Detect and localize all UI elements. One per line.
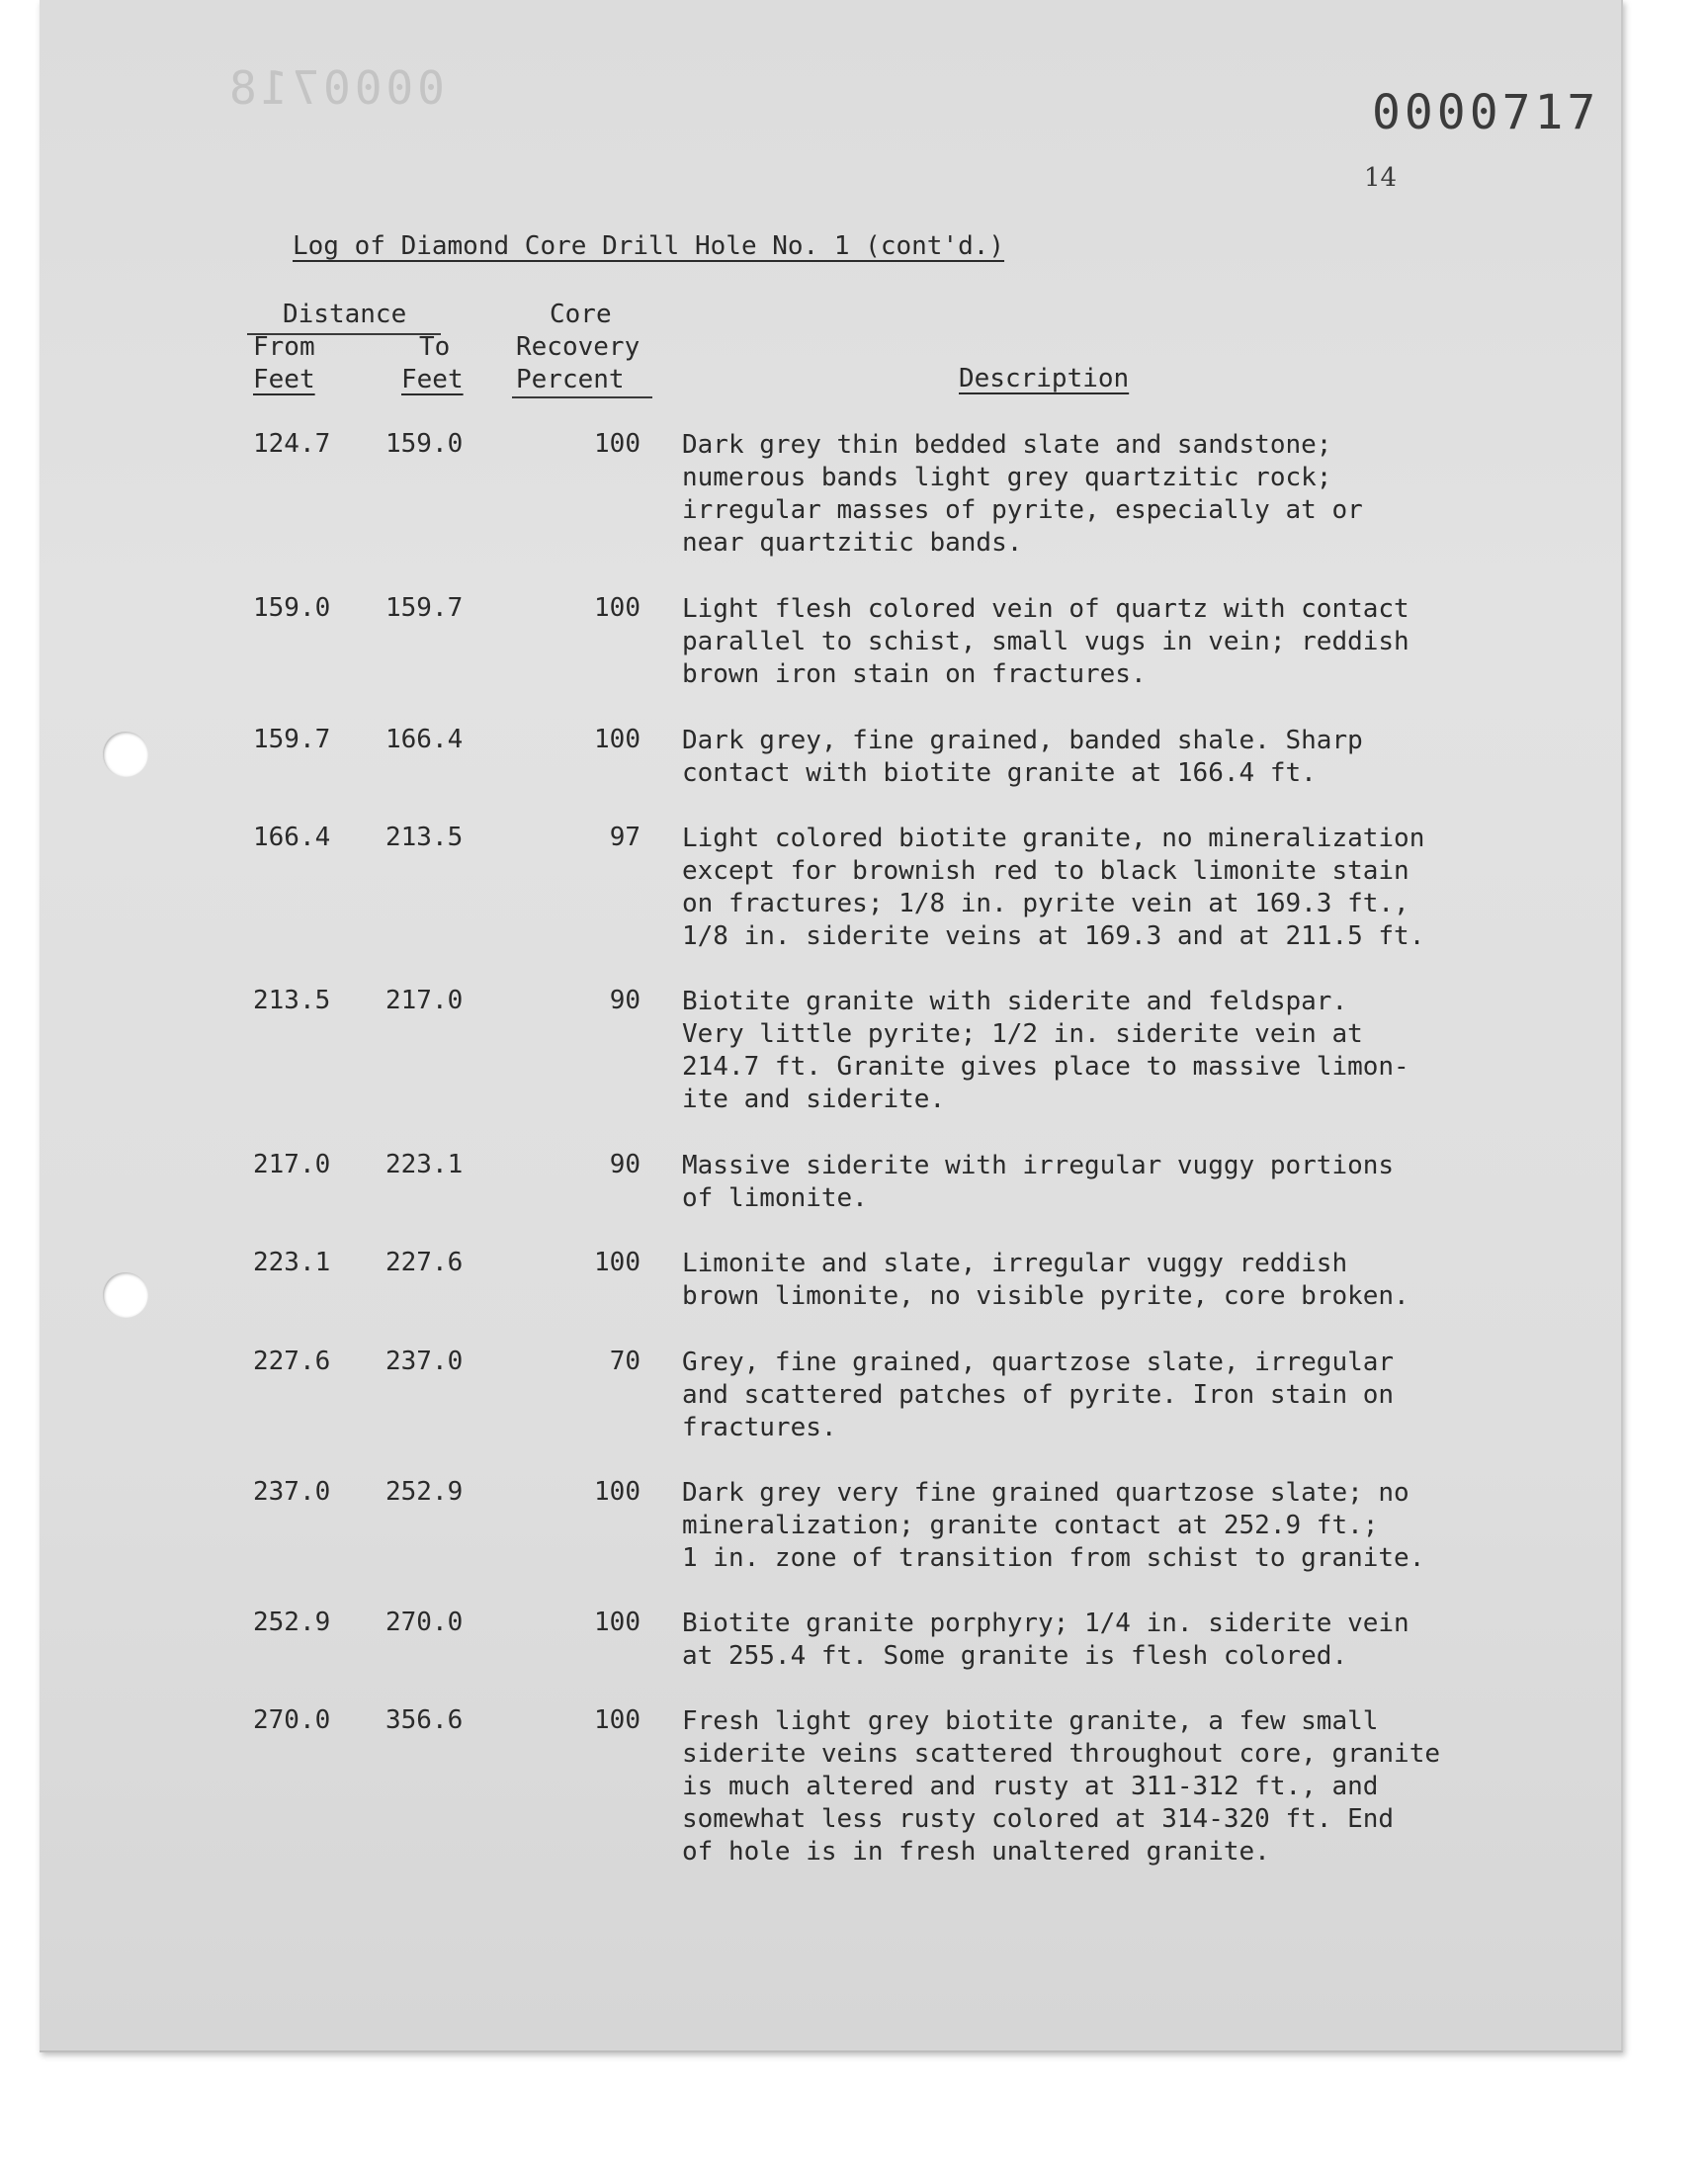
description-text [682, 1477, 1552, 1575]
description-line: Biotite granite with siderite and feldspar. [682, 987, 1348, 1016]
from-value: 270.0 [253, 1705, 331, 1735]
to-value: 159.7 [385, 593, 464, 623]
description-line: Dark grey thin bedded slate and sandstone; [682, 430, 1332, 460]
description-line: parallel to schist, small vugs in vein; reddish [682, 627, 1409, 656]
description-text [682, 986, 1552, 1116]
description-line: ite and siderite. [682, 1085, 946, 1114]
to-unit-header: Feet [401, 365, 464, 394]
description-line: Massive siderite with irregular vuggy portions [682, 1151, 1395, 1180]
description-line: 214.7 ft. Granite gives place to massive limon- [682, 1052, 1409, 1082]
description-text [682, 593, 1552, 691]
document-page [40, 0, 1623, 2052]
description-line: at 255.4 ft. Some granite is flesh colored. [682, 1641, 1348, 1671]
bleed-through-code: 0000718 [225, 61, 445, 115]
percent-header: Percent [516, 365, 625, 394]
description-line: contact with biotite granite at 166.4 ft. [682, 758, 1317, 788]
to-value: 227.6 [385, 1248, 464, 1277]
document-code: 0000717 [1372, 85, 1600, 140]
to-value: 223.1 [385, 1150, 464, 1179]
to-header: To [419, 332, 451, 362]
to-value: 213.5 [385, 823, 464, 852]
recovery-value: 90 [609, 986, 640, 1015]
description-line: siderite veins scattered throughout core, granite [682, 1739, 1441, 1769]
description-header: Description [959, 364, 1130, 393]
recovery-value: 100 [594, 1248, 640, 1277]
from-value: 124.7 [253, 429, 331, 459]
recovery-value: 100 [594, 725, 640, 754]
description-text [682, 823, 1552, 953]
to-value: 159.0 [385, 429, 464, 459]
description-text [682, 1347, 1552, 1444]
description-line: fractures. [682, 1413, 837, 1442]
description-line: Dark grey very fine grained quartzose slate; no [682, 1478, 1409, 1508]
description-line: 1 in. zone of transition from schist to granite. [682, 1543, 1425, 1573]
description-line: Grey, fine grained, quartzose slate, irregular [682, 1348, 1395, 1377]
recovery-value: 70 [609, 1347, 640, 1376]
from-value: 159.7 [253, 725, 331, 754]
description-line: near quartzitic bands. [682, 528, 1023, 558]
recovery-header: Recovery [516, 332, 640, 362]
description-text [682, 429, 1552, 560]
description-line: somewhat less rusty colored at 314-320 ft. End [682, 1804, 1395, 1834]
description-line: Dark grey, fine grained, banded shale. Sharp [682, 726, 1363, 755]
recovery-value: 100 [594, 429, 640, 459]
description-line: numerous bands light grey quartzitic rock; [682, 463, 1332, 492]
description-line: of limonite. [682, 1183, 868, 1213]
from-header: From [253, 332, 315, 362]
description-text [682, 1248, 1552, 1313]
to-value: 252.9 [385, 1477, 464, 1507]
description-line: Light colored biotite granite, no mineralization [682, 824, 1425, 853]
description-line: brown limonite, no visible pyrite, core broken. [682, 1281, 1409, 1311]
page-number: 14 [1364, 163, 1398, 193]
description-line: of hole is in fresh unaltered granite. [682, 1837, 1270, 1867]
from-unit-header: Feet [253, 365, 315, 394]
to-value: 217.0 [385, 986, 464, 1015]
description-line: and scattered patches of pyrite. Iron stain on [682, 1380, 1395, 1410]
description-line: brown iron stain on fractures. [682, 659, 1147, 689]
description-line: Very little pyrite; 1/2 in. siderite vein at [682, 1019, 1363, 1049]
from-value: 237.0 [253, 1477, 331, 1507]
description-text [682, 725, 1552, 790]
description-text [682, 1150, 1552, 1215]
binder-hole [103, 732, 148, 777]
from-value: 159.0 [253, 593, 331, 623]
description-line: except for brownish red to black limonite stain [682, 856, 1409, 886]
to-value: 166.4 [385, 725, 464, 754]
core-header: Core [550, 300, 612, 329]
recovery-value: 100 [594, 593, 640, 623]
recovery-value: 100 [594, 1705, 640, 1735]
description-line: mineralization; granite contact at 252.9 ft.; [682, 1511, 1379, 1540]
description-line: is much altered and rusty at 311-312 ft., and [682, 1772, 1379, 1801]
to-value: 270.0 [385, 1608, 464, 1637]
description-line: on fractures; 1/8 in. pyrite vein at 169.3 ft., [682, 889, 1409, 918]
recovery-value: 97 [609, 823, 640, 852]
recovery-value: 100 [594, 1477, 640, 1507]
description-line: Limonite and slate, irregular vuggy reddish [682, 1249, 1348, 1278]
from-value: 217.0 [253, 1150, 331, 1179]
description-line: Light flesh colored vein of quartz with contact [682, 594, 1409, 624]
recovery-value: 90 [609, 1150, 640, 1179]
description-line: irregular masses of pyrite, especially at or [682, 495, 1363, 525]
binder-hole [103, 1272, 148, 1318]
to-value: 356.6 [385, 1705, 464, 1735]
from-value: 252.9 [253, 1608, 331, 1637]
from-value: 166.4 [253, 823, 331, 852]
from-value: 213.5 [253, 986, 331, 1015]
description-line: 1/8 in. siderite veins at 169.3 and at 211.5 ft. [682, 921, 1425, 951]
description-text [682, 1705, 1552, 1869]
description-text [682, 1608, 1552, 1673]
percent-header-rule [512, 396, 652, 398]
to-value: 237.0 [385, 1347, 464, 1376]
description-line: Biotite granite porphyry; 1/4 in. siderite vein [682, 1609, 1409, 1638]
from-value: 227.6 [253, 1347, 331, 1376]
description-line: Fresh light grey biotite granite, a few small [682, 1706, 1379, 1736]
distance-header: Distance [283, 300, 407, 329]
page-title: Log of Diamond Core Drill Hole No. 1 (cont'd.) [293, 231, 1005, 261]
from-value: 223.1 [253, 1248, 331, 1277]
recovery-value: 100 [594, 1608, 640, 1637]
